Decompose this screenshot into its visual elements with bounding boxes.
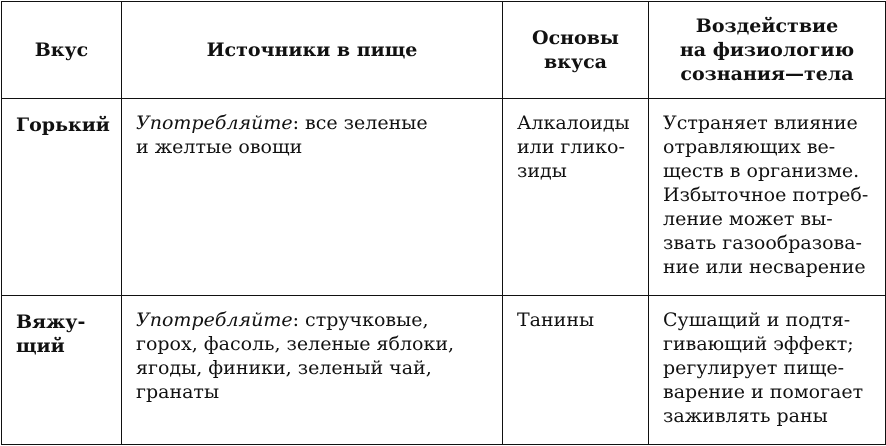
table-row [2, 99, 886, 296]
cell-taste [2, 99, 122, 296]
effect-text: Устраняет влияние отравляющих ве- ществ в организме. Избыточное потреб- ление может вы- звать газообразова- ние или несварение [663, 112, 869, 278]
header-taste [2, 2, 122, 99]
cell-basis [503, 295, 649, 444]
effect-text: Сушащий и подтя- гивающий эффект; регулирует пище- варение и помогает заживлять раны [663, 308, 864, 427]
header-effect [649, 2, 886, 99]
cell-sources [122, 99, 503, 296]
basis-text: Алкалоиды или глико- зиды [517, 112, 630, 182]
header-basis [503, 2, 649, 99]
taste-table [1, 1, 886, 445]
header-sources [122, 2, 503, 99]
sources-rest: : стручковые, горох, фасоль, зеленые яблоки, ягоды, финики, зеленый чай, гранаты [136, 308, 455, 403]
cell-sources [122, 295, 503, 444]
table-header-row [2, 2, 886, 99]
header-sources-label: Источники в пище [206, 39, 418, 61]
table-row [2, 295, 886, 444]
sources-lead: Употребляйте [136, 308, 293, 331]
basis-text: Танины [517, 308, 595, 331]
header-taste-label: Вкус [34, 39, 89, 61]
sources-rest: : все зеленые и желтые овощи [136, 112, 428, 158]
cell-effect [649, 99, 886, 296]
sources-text [122, 296, 502, 410]
cell-taste [2, 295, 122, 444]
taste-name: Горький [16, 114, 110, 136]
taste-name: Вяжу- щий [16, 310, 86, 357]
header-basis-label: Основы вкуса [532, 27, 619, 73]
sources-text [122, 99, 502, 165]
cell-basis [503, 99, 649, 296]
sources-lead: Употребляйте [136, 112, 293, 134]
header-effect-label: Воздействие на физиологию сознания—тела [679, 15, 855, 85]
cell-effect [649, 295, 886, 444]
